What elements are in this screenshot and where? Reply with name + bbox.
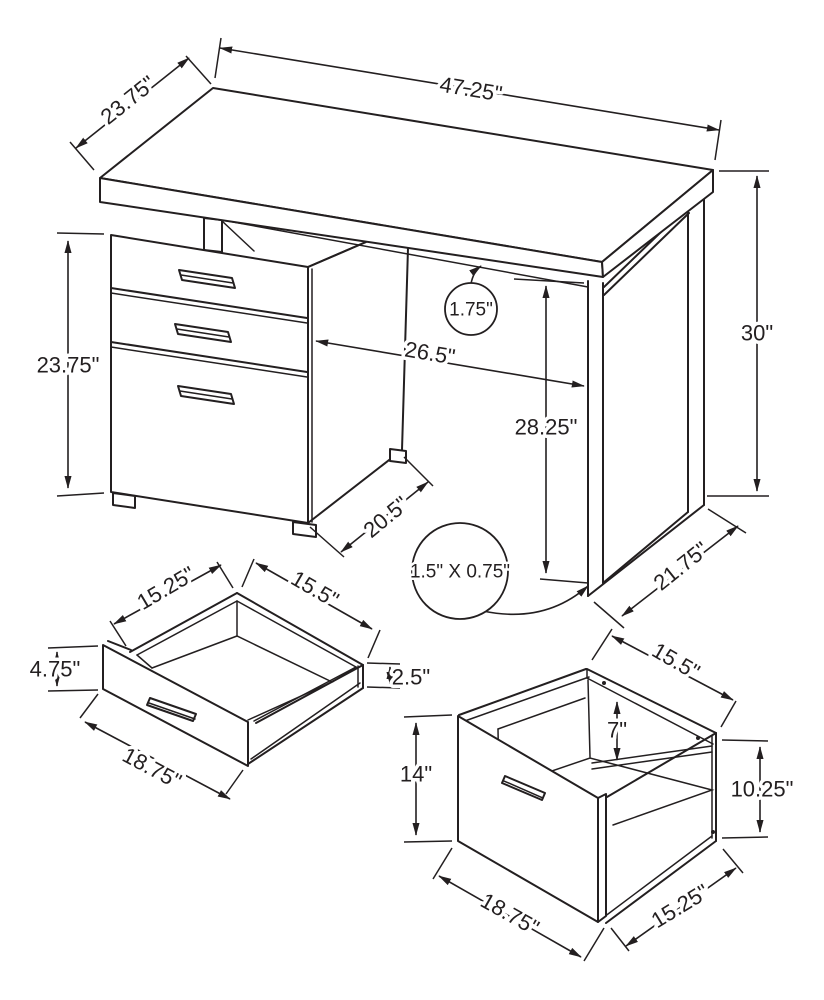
dim-label-sd-front-height: 4.75" <box>29 656 81 682</box>
dim-fd-inner-width <box>592 629 736 727</box>
dim-desk-height <box>707 171 773 496</box>
dim-label-sd-inner-width: 15.5" <box>286 565 344 613</box>
dim-sd-front-height <box>30 646 98 691</box>
dim-label-fd-front-height: 14" <box>399 761 433 787</box>
dim-sd-back-height <box>367 663 430 690</box>
dim-label-sd-inner-depth: 15.25" <box>132 561 200 615</box>
dim-fd-side-height <box>722 740 793 838</box>
dim-knee-clearance <box>316 336 584 386</box>
dim-label-fd-front-width: 18.75" <box>476 887 544 941</box>
dim-underside-height <box>514 279 588 583</box>
dim-label-desk-width: 47.25" <box>437 71 505 107</box>
cabinet-foot-back <box>390 449 406 463</box>
desk-drawing <box>37 38 774 628</box>
dim-label-sd-back-height: 2.5" <box>391 664 431 690</box>
cabinet-foot-front-left <box>113 493 135 508</box>
dim-label-fd-bottom-depth: 15.25" <box>646 878 714 934</box>
file-drawer-front-edge <box>598 794 606 922</box>
file-drawer-drawing <box>400 629 794 961</box>
dim-label-cabinet-height: 23.75" <box>36 352 100 378</box>
small-drawer-drawing <box>30 559 431 799</box>
dim-fd-file-depth <box>607 702 627 760</box>
dim-label-leg-profile: 1.5" X 0.75" <box>409 561 511 583</box>
dim-label-cabinet-depth: 20.5" <box>358 491 414 543</box>
dim-label-desk-depth: 23.75" <box>95 70 161 130</box>
dim-label-sd-front-width: 18.75" <box>118 742 186 794</box>
dim-label-fd-side-height: 10.25" <box>730 776 794 802</box>
file-drawer-front <box>458 716 598 922</box>
dim-label-leg-depth: 21.75" <box>648 536 714 596</box>
dim-fd-front-height <box>400 715 452 842</box>
dim-cabinet-height <box>37 233 104 496</box>
callout-top-thickness <box>445 266 497 335</box>
dim-sd-inner-depth <box>110 561 233 646</box>
dim-label-fd-inner-width: 15.5" <box>647 637 705 685</box>
desk-cabinet <box>111 235 408 537</box>
dim-label-top-thickness: 1.75" <box>449 299 493 321</box>
dim-label-underside-height: 28.25" <box>514 414 578 440</box>
dim-label-knee-clearance: 26.5" <box>402 336 458 370</box>
dim-label-fd-file-depth: 7" <box>606 717 628 743</box>
callout-leg-profile <box>410 523 588 619</box>
dim-fd-bottom-depth <box>611 849 743 951</box>
dim-label-desk-height: 30" <box>740 320 774 346</box>
small-drawer-front <box>103 645 248 766</box>
desk-bracket <box>204 218 222 252</box>
